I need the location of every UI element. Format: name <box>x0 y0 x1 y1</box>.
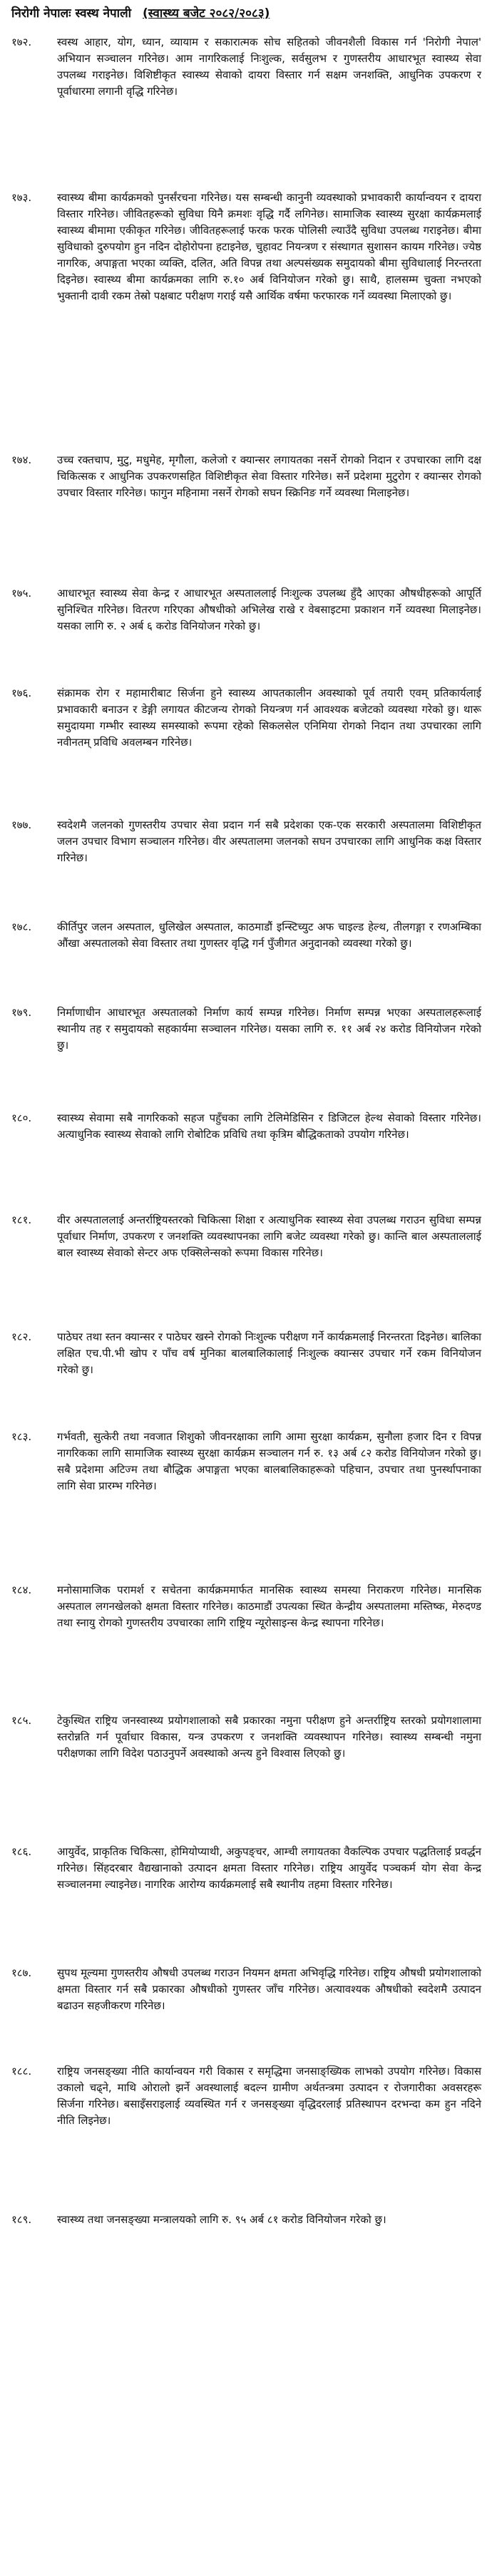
paragraph-text: स्वास्थ्य बीमा कार्यक्रमको पुनर्संरचना गरिनेछ। यस सम्बन्धी कानुनी व्यवस्थाको प्रभावकारी कार्यान्वयन र दायरा विस्तार गरिनेछ। जीवितहरूको सुविधा यिनै क्रमशः वृद्धि गर्दै लगिनेछ। सामाजिक स्वास्थ्य सुरक्षा कार्यक्रमलाई स्वास्थ्य बीमामा एकीकृत गरिनेछ। जीवितहरूलाई फरक फरक पोलिसी ल्याउँदै सुविधा उपलब्ध गराइनेछ। बीमा सुविधाको दुरुपयोग हुन नदिन दोहोरोपना हटाइनेछ, चुहावट नियन्त्रण र संस्थागत सुशासन कायम गरिनेछ। ज्येष्ठ नागरिक, अपाङ्गता भएका व्यक्ति, दलित, अति विपन्न तथा अल्पसंख्यक समुदायको बीमा सुविधालाई निरन्तरता दिइनेछ। स्वास्थ्य बीमा कार्यक्रमका लागि रु.१० अर्ब विनियोजन गरेको छु। साथै, हालसम्म चुक्ता नभएको भुक्तानी दावी रकम तेस्रो पक्षबाट परीक्षण गराई यसै आर्थिक वर्षमा फरफारक गर्ने व्यवस्था मिलाएको छु। <box>57 191 481 302</box>
paragraph-text: मनोसामाजिक परामर्श र सचेतना कार्यक्रममार्फत मानसिक स्वास्थ्य समस्या निराकरण गरिनेछ। मानसिक अस्पताल लगनखेलको क्षमता विस्तार गरिनेछ। काठमाडौं उपत्यका स्थित केन्द्रीय अस्पतालमा मस्तिष्क, मेरुदण्ड तथा स्नायु रोगको गुणस्तरीय उपचारका लागि राष्ट्रिय न्यूरोसाइन्स केन्द्र स्थापना गरिनेछ। <box>57 1584 481 1629</box>
budget-paragraph <box>11 190 481 452</box>
budget-paragraph <box>11 1844 481 1965</box>
budget-paragraph <box>11 1965 481 2063</box>
budget-paragraph <box>11 585 481 685</box>
paragraph-number: १७८. <box>11 920 32 933</box>
paragraph-number: १८२. <box>11 1330 32 1343</box>
paragraph-text: स्वदेशमै जलनको गुणस्तरीय उपचार सेवा प्रदान गर्न सबै प्रदेशका एक-एक सरकारी अस्पतालमा विशिष्टीकृत जलन उपचार विभाग सञ्चालन गरिनेछ। वीर अस्पतालमा जलनको सघन उपचारका लागि आधुनिक कक्ष विस्तार गरिनेछ। <box>57 819 481 864</box>
budget-paragraph <box>11 452 481 585</box>
paragraph-text: आधारभूत स्वास्थ्य सेवा केन्द्र र आधारभूत अस्पताललाई निःशुल्क उपलब्ध हुँदै आएका औषधीहरूको आपूर्ति सुनिश्चित गरिनेछ। वितरण गरिएका औषधीको अभिलेख राखे र वेबसाइटमा प्रकाशन गर्ने व्यवस्था मिलाइनेछ। यसका लागि रु. २ अर्ब ६ करोड विनियोजन गरेको छु। <box>57 587 481 632</box>
budget-paragraph <box>11 1429 481 1582</box>
paragraph-text: स्वास्थ्य सेवामा सबै नागरिकको सहज पहुँचका लागि टेलिमेडिसिन र डिजिटल हेल्थ सेवाको विस्तार गरिनेछ। अत्याधुनिक स्वास्थ्य सेवाको लागि रोबोटिक प्रविधि तथा कृत्रिम बौद्धिकताको उपयोग गरिनेछ। <box>57 1112 481 1141</box>
paragraph-text: आयुर्वेद, प्राकृतिक चिकित्सा, होमियोप्याथी, अकुपङ्चर, आम्ची लगायतका वैकल्पिक उपचार पद्धतिलाई प्रवर्द्धन गरिनेछ। सिंहदरबार वैद्यखानाको उत्पादन क्षमता विस्तार गरिनेछ। राष्ट्रिय आयुर्वेद पञ्चकर्म योग सेवा केन्द्र सञ्चालनमा ल्याइनेछ। नागरिक आरोग्य कार्यक्रमलाई सबै स्थानीय तहमा विस्तार गरिनेछ। <box>57 1845 481 1891</box>
paragraph-number: १८०. <box>11 1112 32 1124</box>
paragraph-text: स्वास्थ्य तथा जनसङ्ख्या मन्त्रालयको लागि रु. ९५ अर्ब ८१ करोड विनियोजन गरेको छु। <box>57 2213 386 2226</box>
paragraph-text: गर्भवती, सुत्केरी तथा नवजात शिशुको जीवनरक्षाका लागि आमा सुरक्षा कार्यक्रम, सुनौला हजार दिन र विपन्न नागरिकका लागि सामाजिक स्वास्थ्य सुरक्षा कार्यक्रम सञ्चालन गर्न रु. १३ अर्ब ८२ करोड विनियोजन गरेको छु। सबै प्रदेशमा अटिज्म तथा बौद्धिक अपाङ्गता भएका बालबालिकाहरूको पहिचान, उपचार तथा पुनर्स्थापनाका लागि सेवा प्रारम्भ गरिनेछ। <box>57 1430 481 1492</box>
paragraph-number: १७४. <box>11 453 32 466</box>
paragraph-list <box>11 34 481 2276</box>
paragraph-number: १७२. <box>11 36 32 48</box>
paragraph-number: १८३. <box>11 1430 32 1443</box>
budget-paragraph <box>11 1582 481 1713</box>
paragraph-text: टेकुस्थित राष्ट्रिय जनस्वास्थ्य प्रयोगशालाको सबै प्रकारका नमुना परीक्षण हुने अन्तर्राष्ट्रिय स्तरको प्रयोगशालामा स्तरोन्नति गर्न पूर्वाधार विकास, यन्त्र उपकरण र जनशक्ति व्यवस्थापन गरिनेछ। स्वास्थ्य सम्बन्धी नमुना परीक्षणका लागि विदेश पठाउनुपर्ने अवस्थाको अन्त्य हुने विश्वास लिएको छु। <box>57 1714 481 1760</box>
paragraph-number: १८५. <box>11 1714 32 1727</box>
paragraph-number: १७९. <box>11 1006 32 1019</box>
paragraph-number: १८८. <box>11 2065 32 2078</box>
paragraph-number: १८७. <box>11 1966 32 1979</box>
budget-paragraph <box>11 1212 481 1329</box>
budget-paragraph <box>11 685 481 817</box>
budget-paragraph <box>11 919 481 1005</box>
paragraph-number: १८१. <box>11 1213 32 1226</box>
budget-paragraph <box>11 34 481 190</box>
paragraph-text: राष्ट्रिय जनसङ्ख्या नीति कार्यान्वयन गरी विकास र समृद्धिमा जनसाङ्ख्यिक लाभको उपयोग गरिनेछ। विकास उकालो चढ्ने, माथि ओरालो झर्ने अवस्थालाई बदल्न ग्रामीण अर्थतन्त्रमा उत्पादन र रोजगारीका अवसरहरू सिर्जना गरिनेछ। बसाइँसराइलाई व्यवस्थित गर्न र जनसङ्ख्या वृद्धिदरलाई प्रतिस्थापन दरभन्दा कम हुन नदिने नीति लिइनेछ। <box>57 2065 481 2127</box>
paragraph-number: १७५. <box>11 587 32 600</box>
budget-paragraph <box>11 2063 481 2212</box>
paragraph-text: वीर अस्पताललाई अन्तर्राष्ट्रियस्तरको चिकित्सा शिक्षा र अत्याधुनिक स्वास्थ्य सेवा उपलब्ध गराउन सुविधा सम्पन्न पूर्वाधार निर्माण, उपकरण र जनशक्ति व्यवस्थापनका लागि बजेट व्यवस्था गरेको छु। कान्ति बाल अस्पताललाई बाल स्वास्थ्य सेवाको सेन्टर अफ एक्सिलेन्सको रूपमा विकास गरिनेछ। <box>57 1213 481 1259</box>
paragraph-text: संक्रामक रोग र महामारीबाट सिर्जना हुने स्वास्थ्य आपतकालीन अवस्थाको पूर्व तयारी एवम् प्रतिकार्यलाई प्रभावकारी बनाउन र डेङ्गी लगायत कीटजन्य रोगको नियन्त्रण गर्न आवश्यक बजेटको व्यवस्था गरेको छु। थारू समुदायमा गम्भीर स्वास्थ्य समस्याको रूपमा रहेको सिकलसेल एनिमिया रोगको निदान तथा उपचारका लागि नवीनतम् प्रविधि अवलम्बन गरिनेछ। <box>57 687 481 749</box>
budget-paragraph <box>11 1005 481 1110</box>
paragraph-number: १८४. <box>11 1584 32 1596</box>
budget-paragraph <box>11 1110 481 1212</box>
paragraph-text: निर्माणाधीन आधारभूत अस्पतालको निर्माण कार्य सम्पन्न गरिनेछ। निर्माण सम्पन्न भएका अस्पतालहरूलाई स्थानीय तह र समुदायको सहकार्यमा सञ्चालन गरिनेछ। यसका लागि रु. ११ अर्ब २४ करोड विनियोजन गरेको छु। <box>57 1006 481 1052</box>
paragraph-number: १७६. <box>11 687 32 699</box>
heading-title: निरोगी नेपालः स्वस्थ नेपाली <box>11 6 132 21</box>
paragraph-number: १७७. <box>11 819 32 831</box>
budget-paragraph <box>11 2212 481 2276</box>
heading-subtitle: (स्वास्थ्य बजेट २०८२/२०८३) <box>143 6 270 21</box>
paragraph-text: पाठेघर तथा स्तन क्यान्सर र पाठेघर खस्ने रोगको निःशुल्क परीक्षण गर्ने कार्यक्रमलाई निरन्तरता दिइनेछ। बालिका लक्षित एच.पी.भी खोप र पाँच वर्ष मुनिका बालबालिकालाई निःशुल्क क्यान्सर उपचार गर्ने रकम विनियोजन गरेको छु। <box>57 1330 481 1376</box>
paragraph-number: १८९. <box>11 2213 32 2226</box>
budget-paragraph <box>11 817 481 919</box>
document-heading <box>11 4 481 29</box>
budget-paragraph <box>11 1329 481 1429</box>
paragraph-text: कीर्तिपुर जलन अस्पताल, धुलिखेल अस्पताल, काठमाडौं इन्स्टिच्युट अफ चाइल्ड हेल्थ, तीलगङ्गा र रणअम्बिका औंखा अस्पतालको सेवा विस्तार तथा गुणस्तर वृद्धि गर्न पुँजीगत अनुदानको व्यवस्था गरेको छु। <box>57 920 481 950</box>
budget-paragraph <box>11 1713 481 1844</box>
paragraph-number: १७३. <box>11 191 32 204</box>
paragraph-number: १८६. <box>11 1845 32 1858</box>
paragraph-text: स्वस्थ आहार, योग, ध्यान, व्यायाम र सकारात्मक सोच सहितको जीवनशैली विकास गर्न 'निरोगी नेपाल' अभियान सञ्चालन गरिनेछ। आम नागरिकलाई निःशुल्क, सर्वसुलभ र गुणस्तरीय आधारभूत स्वास्थ्य सेवा उपलब्ध गराइनेछ। विशिष्टीकृत स्वास्थ्य सेवाको दायरा विस्तार गर्न सक्षम जनशक्ति, आधुनिक उपकरण र पूर्वाधारमा लगानी वृद्धि गरिनेछ। <box>57 36 481 98</box>
paragraph-text: उच्च रक्तचाप, मुटु, मधुमेह, मृगौला, कलेजो र क्यान्सर लगायतका नसर्ने रोगको निदान र उपचारका लागि दक्ष चिकित्सक र आधुनिक उपकरणसहित विशिष्टीकृत सेवा विस्तार गरिनेछ। सर्ने प्रदेशमा मुटुरोग र क्यान्सर रोगको उपचार विस्तार गरिनेछ। फागुन महिनामा नसर्ने रोगको सघन स्क्रिनिङ गर्ने व्यवस्था मिलाइनेछ। <box>57 453 481 499</box>
paragraph-text: सुपथ मूल्यमा गुणस्तरीय औषधी उपलब्ध गराउन नियमन क्षमता अभिवृद्धि गरिनेछ। राष्ट्रिय औषधी प्रयोगशालाको क्षमता विस्तार गर्न सबै प्रकारका औषधीको गुणस्तर जाँच गरिनेछ। अत्यावश्यक औषधीको स्वदेशमै उत्पादन बढाउन सहजीकरण गरिनेछ। <box>57 1966 481 2012</box>
